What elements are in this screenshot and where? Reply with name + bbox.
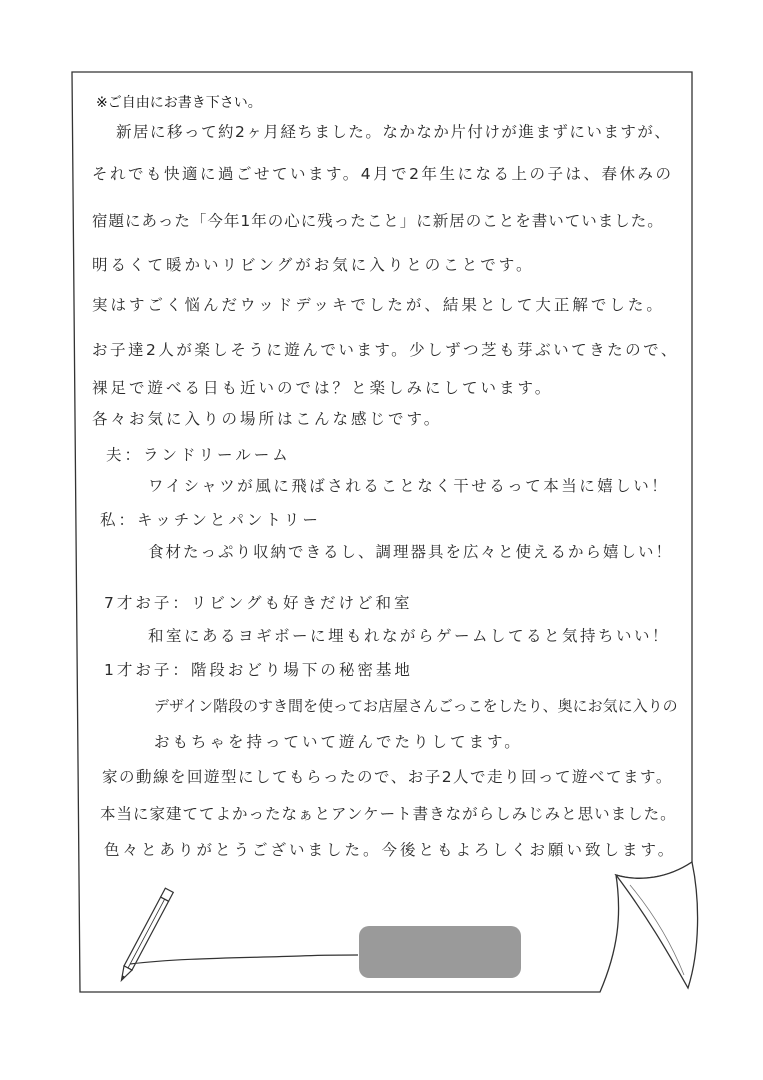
- letter-line: おもちゃを持っていて遊んでたりしてます。: [154, 733, 523, 751]
- letter-line: 各々お気に入りの場所はこんな感じです。: [92, 410, 443, 428]
- letter-line: デザイン階段のすき間を使ってお店屋さんごっこをしたり、奥にお気に入りの: [154, 697, 678, 715]
- letter-line: それでも快適に過ごせています。4月で2年生になる上の子は、春休みの: [92, 165, 674, 183]
- page-curl: [616, 862, 698, 988]
- letter-line: 裸足で遊べる日も近いのでは？と楽しみにしています。: [92, 379, 554, 397]
- letter-line: お子達2人が楽しそうに遊んでいます。少しずつ芝も芽ぶいてきたので、: [92, 341, 679, 359]
- letter-line: 7才お子：リビングも好きだけど和室: [104, 594, 413, 612]
- letter-line: 和室にあるヨギボーに埋もれながらゲームしてると気持ちいい！: [148, 627, 671, 645]
- letter-line: 家の動線を回遊型にしてもらったので、お子2人で走り回って遊べてます。: [102, 768, 673, 786]
- header-label: ※ご自由にお書き下さい。: [96, 95, 262, 111]
- letter-line: 私：キッチンとパントリー: [100, 511, 321, 529]
- letter-line: 宿題にあった「今年1年の心に残ったこと」に新居のことを書いていました。: [92, 212, 664, 230]
- letter-line: 1才お子：階段おどり場下の秘密基地: [104, 661, 413, 679]
- letter-line: 本当に家建ててよかったなぁとアンケート書きながらしみじみと思いました。: [100, 805, 677, 823]
- letter-line: ワイシャツが風に飛ばされることなく干せるって本当に嬉しい！: [148, 477, 670, 495]
- letter-line: 明るくて暖かいリビングがお気に入りとのことです。: [92, 256, 535, 274]
- letter-line: 新居に移って約2ヶ月経ちました。なかなか片付けが進まずにいますが、: [116, 123, 672, 141]
- redacted-signature: [359, 926, 521, 978]
- letter-line: 夫：ランドリールーム: [106, 446, 291, 464]
- letter-line: 食材たっぷり収納できるし、調理器具を広々と使えるから嬉しい！: [148, 543, 674, 561]
- letter-line: 実はすごく悩んだウッドデッキでしたが、結果として大正解でした。: [92, 296, 665, 314]
- letter-line: 色々とありがとうございました。今後ともよろしくお願い致します。: [104, 841, 677, 859]
